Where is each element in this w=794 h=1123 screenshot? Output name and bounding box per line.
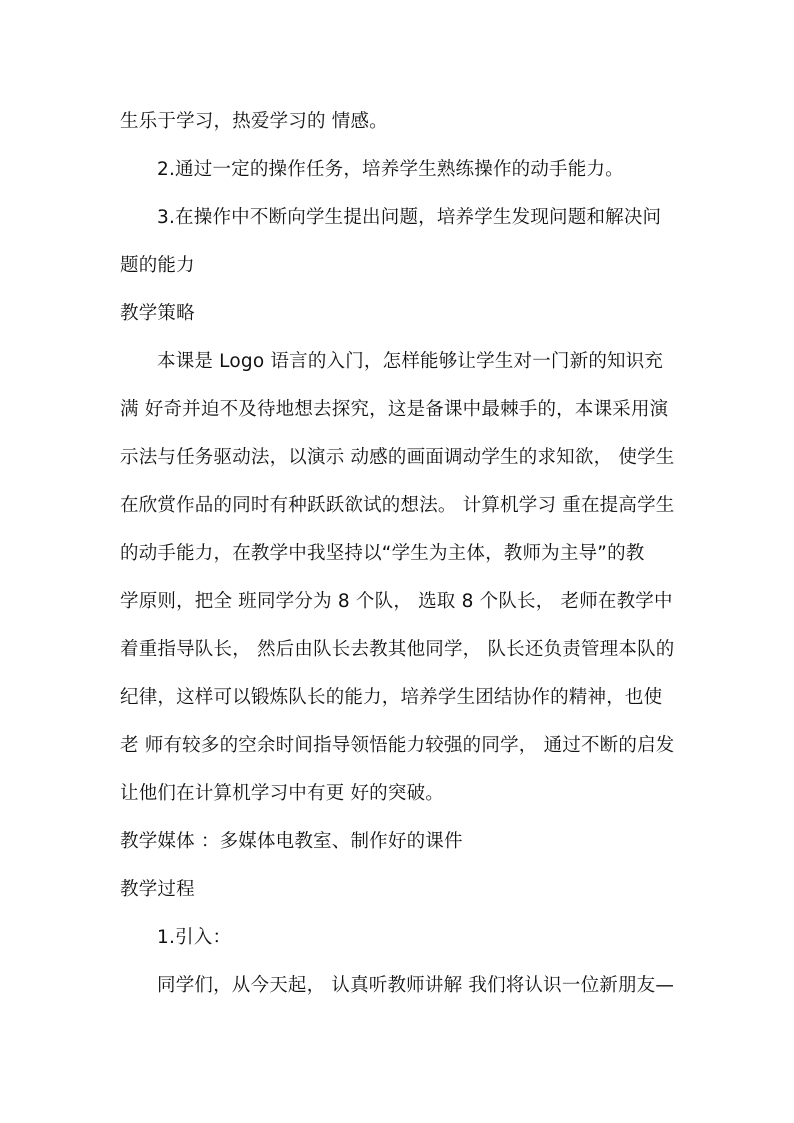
paragraph-line: 老 师有较多的空余时间指导领悟能力较强的同学， 通过不断的启发 bbox=[120, 735, 675, 756]
paragraph-line: 在欣赏作品的同时有种跃跃欲试的想法。 计算机学习 重在提高学生 bbox=[120, 495, 675, 516]
paragraph-line: 的动手能力，在教学中我坚持以“学生为主体，教师为主导”的教 bbox=[120, 543, 645, 564]
paragraph-line: 纪律，这样可以锻炼队长的能力，培养学生团结协作的精神，也使 bbox=[120, 687, 663, 708]
paragraph-line: 让他们在计算机学习中有更 好的突破。 bbox=[120, 783, 444, 804]
process-step-1-heading: 1.引入： bbox=[157, 927, 232, 948]
paragraph-line: 生乐于学习，热爱学习的 情感。 bbox=[120, 111, 388, 132]
section-heading-teaching-media: 教学媒体 ：多媒体电教室、制作好的课件 bbox=[120, 831, 463, 852]
objective-item-3: 3.在操作中不断向学生提出问题，培养学生发现问题和解决问 bbox=[157, 207, 662, 228]
paragraph-line: 学原则，把全 班同学分为 8 个队， 选取 8 个队长， 老师在教学中 bbox=[120, 591, 673, 612]
paragraph-line: 题的能力 bbox=[120, 255, 195, 276]
paragraph-line: 着重指导队长， 然后由队长去教其他同学， 队长还负责管理本队的 bbox=[120, 639, 675, 660]
paragraph-line: 满 好奇并迫不及待地想去探究，这是备课中最棘手的，本课采用演 bbox=[120, 399, 669, 420]
section-heading-teaching-process: 教学过程 bbox=[120, 879, 195, 900]
section-heading-teaching-strategy: 教学策略 bbox=[120, 303, 195, 324]
paragraph-line: 同学们，从今天起， 认真听教师讲解 我们将认识一位新朋友— bbox=[157, 975, 675, 996]
objective-item-2: 2.通过一定的操作任务，培养学生熟练操作的动手能力。 bbox=[157, 159, 624, 180]
paragraph-line: 示法与任务驱动法，以演示 动感的画面调动学生的求知欲， 使学生 bbox=[120, 447, 675, 468]
paragraph-line: 本课是 Logo 语言的入门，怎样能够让学生对一门新的知识充 bbox=[157, 351, 664, 372]
